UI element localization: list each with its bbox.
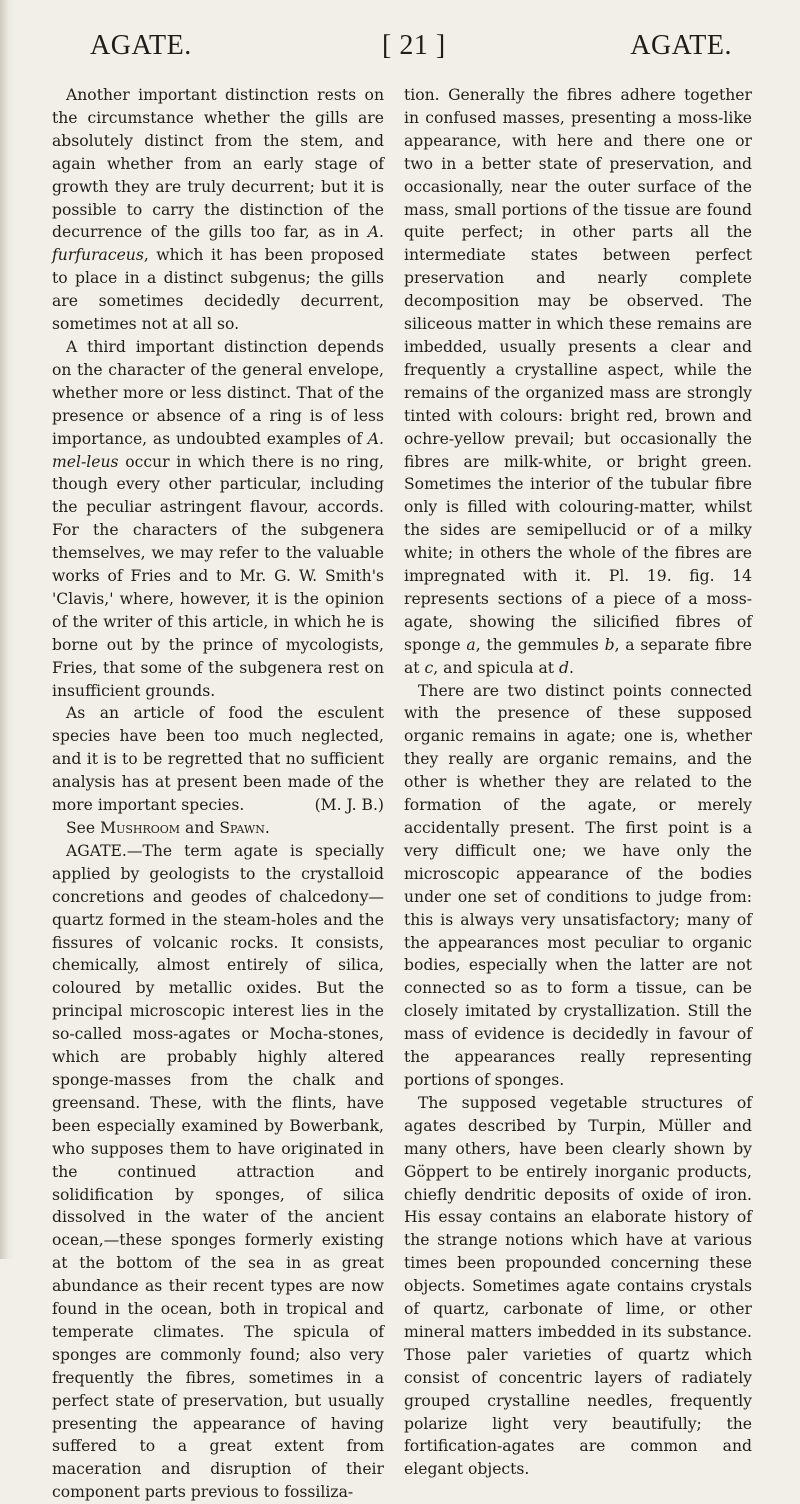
cross-reference: See Mushroom and Spawn. [66, 819, 270, 837]
running-head-left: AGATE. [90, 30, 192, 61]
paragraph-vegetable-structures: The supposed vegetable structures of agates described by Turpin, Müller and many others, have been clearly shown by Göppert to be entirely inorganic products, chiefly dendritic deposits of oxide of iron. His essay contains an elaborate history of the strange notions which have at various times been propounded concerning these objects. Sometimes agate contains crystals of quartz, carbonate of lime, or other mineral matters imbedded in its substance. Those paler varieties of quartz which consist of concentric layers of radiately grouped crystalline needles, frequently polarize light very beautifully; the fortification-agates are common and elegant objects. [404, 1093, 752, 1479]
author-signature: (M. J. B.) [314, 796, 384, 815]
running-head-right: AGATE. [630, 30, 732, 61]
paragraph-organic-remains: There are two distinct points connected with the presence of these supposed organic remains in agate; one is, whether they really are organic remains, and the other is whether they are related to the formation of the agate, or merely accidentally present. The first point is a very difficult one; we have only the microscopic appearance of the bodies under one set of conditions to judge from: this is always very unsatisfactory; many of the appearances most peculiar to organic bodies, especially when the latter are not connected so as to form a tissue, can be closely imitated by crystallization. Still the mass of evidence is decidedly in favour of the appearances really representing portions of sponges. [404, 681, 752, 1089]
paragraph-continuation: tion. Generally the fibres adhere together in confused masses, presenting a moss-like appearance, with here and there one or two in a better state of preservation, and occasionally, near the outer surface of the mass, small portions of the tissue are found quite perfect; in other parts all the intermediate states between perfect preservation and nearly complete decomposition may be observed. The siliceous matter in which these remains are imbedded, usually presents a clear and frequently a crystalline aspect, while the remains of the organized mass are strongly tinted with colours: bright red, brown and ochre-yellow prevail; but occasionally the fibres are milk-white, or bright green. Sometimes the interior of the tubular fibre only is filled with colouring-matter, whilst the sides are semipellucid or of a milky white; in others the whole of the fibres are impregnated with it. Pl. 19. fig. 14 represents sections of a piece of a moss-agate, showing the silicified fibres of sponge a, the gemmules b, a separate fibre at c, and spicula at d. [404, 86, 752, 677]
entry-headword: AGATE. [66, 841, 127, 860]
cross-ref-link: Spawn [219, 819, 265, 837]
right-column [404, 84, 752, 1481]
paragraph-food: As an article of food the esculent species have been too much neglected, and it is to be regretted that no sufficient analysis has at present been made of the more important species. (M. J. B.) [52, 702, 384, 817]
running-head [52, 30, 778, 70]
cross-ref-link: Mushroom [100, 819, 181, 837]
entry-agate: AGATE.—The term agate is specially applied by geologists to the crystalloid concretions and geodes of chalcedony—quartz formed in the steam-holes and the fissures of volcanic rocks. It consists, chemically, almost entirely of silica, coloured by metallic oxides. But the principal microscopic interest lies in the so-called moss-agates or Mocha-stones, which are probably highly altered sponge-masses from the chalk and greensand. These, with the flints, have been especially examined by Bowerbank, who supposes them to have originated in the continued attraction and solidification by sponges, of silica dissolved in the water of the ancient ocean,—these sponges formerly existing at the bottom of the sea in as great abundance as their recent types are now found in the ocean, both in tropical and temperate climates. The spicula of sponges are commonly found; also very frequently the fibres, sometimes in a perfect state of preservation, but usually presenting the appearance of having suffered to a great extent from maceration and disruption of their component parts previous to fossiliza- [52, 841, 384, 1502]
page-number: [ 21 ] [382, 30, 446, 61]
species-name: A. mel-leus [52, 429, 384, 471]
left-column [52, 84, 384, 1504]
paragraph-gills: Another important distinction rests on the circumstance whether the gills are absolutely distinct from the stem, and again whether from an early stage of growth they are truly decurrent; but it is possible to carry the distinction of the decurrence of the gills too far, as in A. furfuraceus, which it has been proposed to place in a distinct subgenus; the gills are sometimes decidedly decurrent, sometimes not at all so. [52, 86, 384, 334]
binding-shadow [0, 0, 14, 1259]
species-name: A. furfuraceus [52, 223, 384, 265]
paragraph-envelope: A third important distinction depends on the character of the general envelope, whether more or less distinct. That of the presence or absence of a ring is of less importance, as undoubted examples of A. mel-leus occur in which there is no ring, though every other particular, including the peculiar astringent flavour, accords. For the characters of the subgenera themselves, we may refer to the valuable works of Fries and to Mr. G. W. Smith's 'Clavis,' where, however, it is the opinion of the writer of this article, in which he is borne out by the prince of mycologists, Fries, that some of the subgenera rest on insufficient grounds. [52, 337, 384, 700]
